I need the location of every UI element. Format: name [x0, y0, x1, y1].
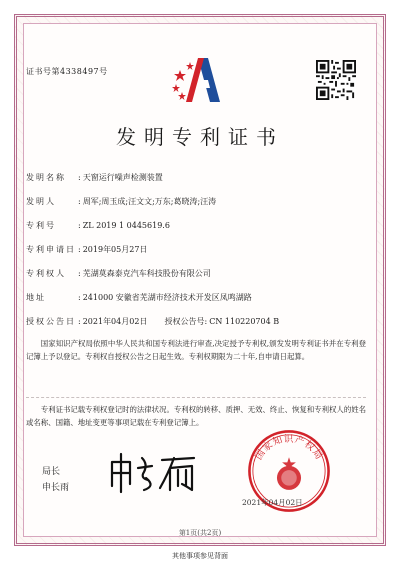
signature-title-director: 局长 — [42, 467, 61, 477]
certificate-number: 证书号第4338497号 — [26, 67, 108, 76]
field-value: 2021年04月02日 — [82, 317, 148, 326]
cnipa-logo-icon — [168, 52, 232, 110]
field-label: 发明名称 — [26, 173, 66, 182]
field-announce: 授权公告日 : 2021年04月02日 授权公告号: CN 110220704 B — [26, 317, 280, 326]
paragraph-grant: 国家知识产权局依照中华人民共和国专利法进行审查,决定授予专利权,颁发发明专利证书并在专利登记簿上予以登记。专利权自授权公告之日起生效。专利权期限为二十年,自申请日起算。 — [26, 339, 366, 361]
field-value: CN 110220704 B — [209, 317, 280, 326]
field-filing-date: 专利申请日 : 2019年05月27日 — [26, 245, 148, 254]
field-label: 专利权人 — [26, 269, 66, 278]
certificate-title: 发明专利证书 — [116, 125, 284, 149]
field-inventors: 发明人 : 周军;周玉成;汪文文;万东;葛晓涛;汪涛 — [26, 197, 217, 206]
field-value: 天窗运行噪声检测装置 — [82, 173, 163, 182]
handwritten-signature-icon — [104, 448, 204, 496]
field-patentee: 专利权人 : 芜湖莫森泰克汽车科技股份有限公司 — [26, 269, 211, 278]
field-label: 授权公告号 — [164, 317, 205, 326]
field-value: 2019年05月27日 — [82, 245, 148, 254]
field-label: 发明人 — [26, 197, 56, 206]
field-label: 专利号 — [26, 221, 56, 230]
field-label: 专利申请日 — [26, 245, 76, 254]
divider — [26, 397, 366, 398]
field-value: 芜湖莫森泰克汽车科技股份有限公司 — [82, 269, 211, 278]
signature-name-printed: 申长雨 — [42, 483, 70, 493]
seal-text: 国家知识产权局 — [253, 433, 325, 463]
seal-date: 2021年04月02日 — [242, 498, 303, 507]
footer-note: 其他事项参见背面 — [172, 552, 228, 560]
paragraph-legal-status: 专利证书记载专利权登记时的法律状况。专利权的转移、质押、无效、终止、恢复和专利权人的姓名或名称、国籍、地址变更等事项记载在专利登记簿上。 — [26, 405, 366, 427]
field-address: 地址 : 241000 安徽省芜湖市经济技术开发区凤鸣湖路 — [26, 293, 252, 302]
qr-code-icon — [316, 60, 356, 100]
field-value: 241000 安徽省芜湖市经济技术开发区凤鸣湖路 — [82, 293, 252, 302]
field-label: 地址 — [26, 293, 46, 302]
field-label: 授权公告日 — [26, 317, 76, 326]
field-patent-no: 专利号 : ZL 2019 1 0445619.6 — [26, 221, 170, 230]
field-invention-name: 发明名称 : 天窗运行噪声检测装置 — [26, 173, 163, 182]
page-number: 第1页(共2页) — [178, 529, 222, 537]
field-value: ZL 2019 1 0445619.6 — [82, 221, 170, 230]
field-value: 周军;周玉成;汪文文;万东;葛晓涛;汪涛 — [82, 197, 217, 206]
